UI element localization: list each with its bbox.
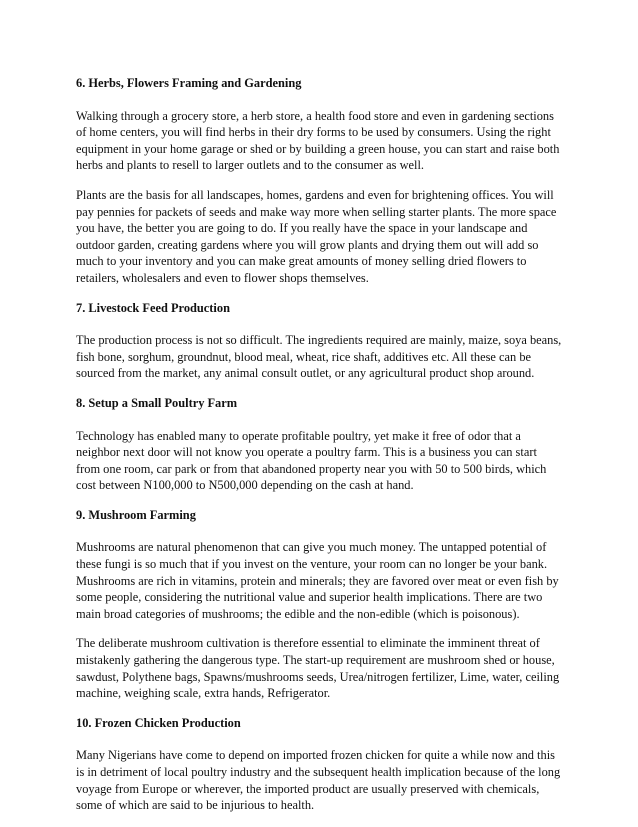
section-paragraph: Walking through a grocery store, a herb store, a health food store and even in gardening sections of home centers, you will find herbs in their dry forms to be used by consumers. Using the right equipment in your home garage or shed or by building a green house, you can start and raise both herbs and plants to resell to larger outlets and to the consumer as well. [76,108,560,173]
section-heading-poultry-farm: 8. Setup a Small Poultry Farm [76,395,238,410]
section-paragraph: Mushrooms are natural phenomenon that can give you much money. The untapped potential of these fungi is so much that if you invest on the venture, your room can no longer be your bank. Mushrooms are rich in vitamins, protein and minerals; they are favored over meat or even fish by some people, considering the nutritional value and superior health implications. There are two main broad categories of mushrooms; the edible and the non-edible (which is poisonous). [76,540,559,621]
section-heading-frozen-chicken: 10. Frozen Chicken Production [76,715,241,730]
section-heading-herbs: 6. Herbs, Flowers Framing and Gardening [76,76,302,90]
section-paragraph: The deliberate mushroom cultivation is therefore essential to eliminate the imminent threat of mistakenly gathering the dangerous type. The start-up requirement are mushroom shed or house, sawdust, Polythene bags, Spawns/mushrooms seeds, Urea/nitrogen fertilizer, Lime, water, ceiling machine, weighing scale, extra hands, Refrigerator. [76,636,560,701]
section-paragraph: Many Nigerians have come to depend on imported frozen chicken for quite a while now and this is in detriment of local poultry industry and the subsequent health implication because of the long voyage from Europe or wherever, the imported product are usually preserved with chemicals, some of which are said to be injurious to health. [76,748,561,813]
section-paragraph: The production process is not so difficult. The ingredients required are mainly, maize, soya beans, fish bone, sorghum, groundnut, blood meal, wheat, rice shaft, additives etc. All these can be sourced from the market, any animal consult outlet, or any agricultural product shop around. [76,333,562,381]
section-paragraph: Technology has enabled many to operate profitable poultry, yet make it free of odor that a neighbor next door will not know you operate a poultry farm. This is a business you can start from one room, car park or from that abandoned property near you with 50 to 500 birds, which cost between N100,000 to N500,000 depending on the cash at hand. [76,428,547,493]
section-heading-livestock-feed: 7. Livestock Feed Production [76,300,230,315]
section-paragraph: Plants are the basis for all landscapes, homes, gardens and even for brightening offices. You will pay pennies for packets of seeds and make way more when selling starter plants. The more space you have, the better you are going to do. If you really have the space in your landscape and outdoor garden, creating gardens where you will grow plants and drying them out will add so much to your inventory and you can make great amounts of money selling dried flowers to retailers, wholesalers and even to flower shops themselves. [76,187,557,285]
section-heading-mushroom-farming: 9. Mushroom Farming [76,507,196,522]
document-page [76,75,564,827]
